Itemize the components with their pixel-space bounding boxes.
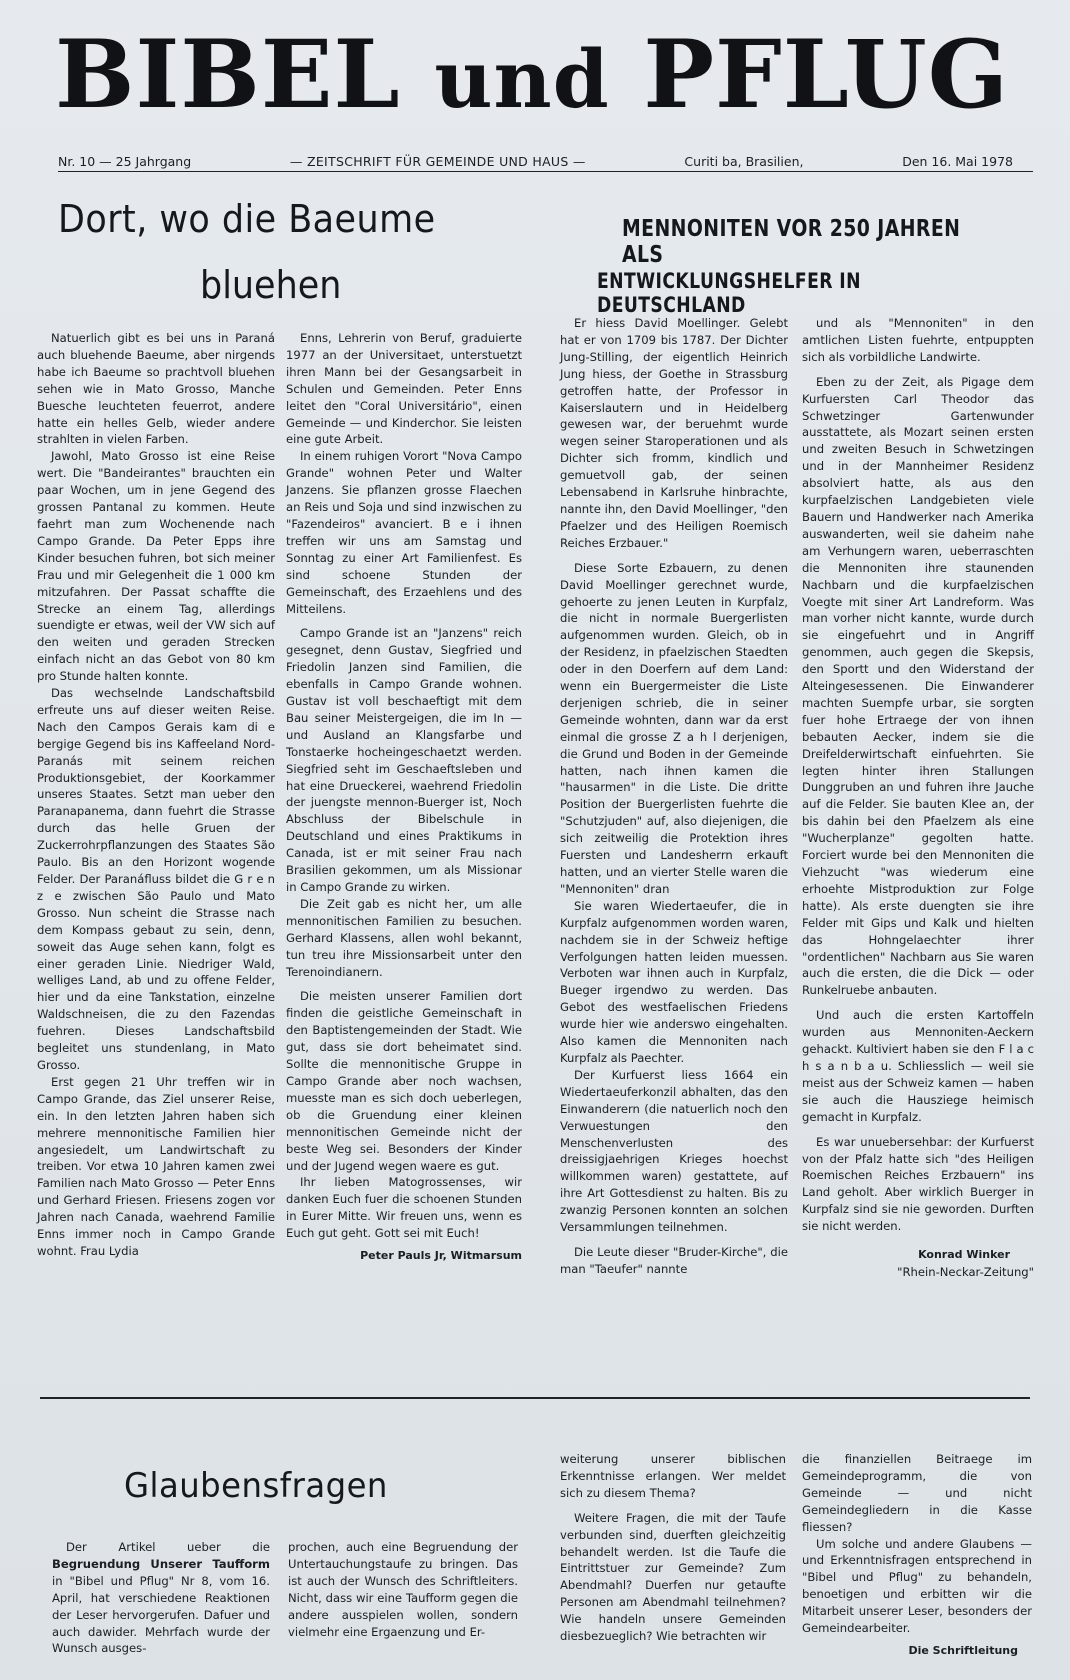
section-divider	[40, 1397, 1030, 1399]
article2-column-2	[802, 315, 1034, 1281]
paragraph: die finanziellen Beitraege im Gemeindeprogramm, die von Gemeinde — und nicht Gemeindegliedern in die Kasse fliessen?	[802, 1452, 1032, 1534]
paragraph: Weitere Fragen, die mit der Taufe verbunden sind, duerften gleichzeitig behandelt werden. Ist die Taufe die Eintrittstuer zur Gemeinde? Zum Abendmahl? Duerfen nur getaufte Personen am Abendmahl teilnehmen? Wie handeln unsere Gemeinden diesbezueglich? Wie betrachten wir	[560, 1510, 786, 1644]
publication-place: Curiti ba, Brasilien,	[684, 153, 804, 169]
article2-column-1	[560, 315, 788, 1278]
paragraph: Der Kurfuerst liess 1664 ein Wiedertaeuferkonzil abhalten, das den Einwanderern (die natuerlich noch den Verwuestungen den Menschenverlusten des dreissigjaehrigen Krieges hoechst willkommen waren) gestattete, auf ihre Art Gottesdienst zu halten. Bis zu zwanzig Personen konnten an solchen Versammlungen teilnehmen.	[560, 1067, 788, 1235]
article2-signature-source: "Rhein-Neckar-Zeitung"	[897, 1264, 1034, 1279]
paragraph: Es war unuebersehbar: der Kurfuerst von der Pfalz hatte sich "des Heiligen Roemischen Reiches Erzbauern" ins Land geholt. Aber wirklich Buerger in Kurpfalz sind sie nie geworden. Durften sie nicht werden.	[802, 1134, 1034, 1234]
masthead-title	[55, 20, 1025, 130]
article3-column-3	[560, 1451, 786, 1645]
article3-column-1	[52, 1539, 270, 1657]
paragraph-lead: Der Artikel ueber die	[66, 1540, 270, 1554]
paragraph: weiterung unserer biblischen Erkenntnisse erlangen. Wer meldet sich zu diesem Thema?	[560, 1452, 786, 1500]
paragraph: Natuerlich gibt es bei uns in Paraná auch bluehende Baeume, aber nirgends habe ich Baeume so prachtvoll bluehen sehen wie in Mato Grosso, Manche Buesche leuchteten feuerrot, andere hatte ein helles Gelb, wieder andere strahlten in vielen Farben.	[37, 331, 275, 447]
paragraph-tail: in "Bibel und Pflug" Nr 8, vom 16. April, hat verschiedene Reaktionen der Leser hervorgerufen. Dafuer und auch dawider. Mehrfach wurde der Wunsch ausges-	[52, 1573, 270, 1656]
paragraph: In einem ruhigen Vorort "Nova Campo Grande" wohnen Peter und Walter Janzens. Sie pflanzen grosse Flaechen an Reis und Soja und sind inzwischen zu "Fazendeiros" avanciert. B e i ihnen treffen wir uns am Samstag und Sonntag zu einer Art Familienfest. Es sind schoene Stunden der Gemeinschaft, des Erzaehlens und des Mitteilens.	[286, 449, 522, 616]
paragraph: Sie waren Wiedertaeufer, die in Kurpfalz aufgenommen worden waren, nachdem sie in der Schweiz heftige Verfolgungen hatten leiden muessen. Verboten war ihnen auch in Kurpfalz, Bueger irgendwo zu werden. Das Gebot des westfaelischen Friedens wurde hier wie anderswo eingehalten. Also kamen die Mennoniten nach Kurpfalz als Paechter.	[560, 898, 788, 1065]
article1-headline-line1: Dort, wo die Baeume	[58, 197, 436, 241]
paragraph: Campo Grande ist an "Janzens" reich gesegnet, denn Gustav, Siegfried und Friedolin Janzen sind Familien, die ebenfalls in Campo Grande wohnen. Gustav ist voll beschaeftigt mit dem Bau seiner Meistergeigen, die im In — und Ausland an Klangsfarbe und Tonstaerke hocheingeschaetzt werden. Siegfried seht im Geschaeftsleben und hat eine Drueckerei, waehrend Friedolin der juengste mennon-Buerger ist, Noch Abschluss der Bibelschule in Deutschland und eines Praktikums in Canada, ist er mit seiner Frau nach Brasilien gekommen, um als Missionar in Campo Grande zu wirken.	[286, 626, 522, 894]
masthead-infobar	[58, 151, 1033, 172]
article1-column-1	[37, 330, 275, 1260]
paragraph: Das wechselnde Landschaftsbild erfreute uns auf dieser weiten Reise. Nach den Campos Gerais kam di e bergige Gegend bis ins Kaffeeland Nord-Paranás mit seinem reichen Produktionsgebiet, der Koorkammer unseres Staates. Setzt man ueber den Paranapanema, dann fuehrt die Strasse durch das helle Gruen der Zuckerrohrpflanzungen des Staates São Paulo. Bis an den Horizont wogende Felder. Der Paranáfluss bildet die G r e n z e zwischen São Paulo und Mato Grosso. Nun scheint die Strasse nach dem Kompass gebaut zu sein, denn, soweit das Auge sehen kann, folgt es einer geraden Linie. Niedriger Wald, welliges Land, ab und zu offene Felder, hier und da eine Tankstation, einzelne Waldschneisen, die zu den Fazendas fuehren. Dieses Landschaftsbild begleitet uns stundenlang, in Mato Grosso.	[37, 686, 275, 1072]
article1-headline-line2: bluehen	[200, 263, 342, 307]
article2-signature-name: Konrad Winker	[918, 1248, 1010, 1262]
article2-headline-line2: ENTWICKLUNGSHELFER IN DEUTSCHLAND	[597, 269, 861, 317]
article3-headline: Glaubensfragen	[124, 1466, 388, 1506]
issue-number: Nr. 10 — 25 Jahrgang	[58, 153, 192, 169]
paragraph: Eben zu der Zeit, als Pigage dem Kurfuersten Carl Theodor das Schwetzinger Gartenwunder ausstattete, als Mozart seinen ersten und zweiten Besuch in Schwetzingen und in der Mannheimer Residenz absolviert hatte, als aus den kurpfaelzischen Landgebieten viele Bauern und Handwerker nach Amerika auswanderten, weil sie daheim nahe am Verhungern waren, ueberraschten die Mennoniten ihre staunenden Nachbarn und die kurpfaelzischen Voegte mit siner Art Landreform. Was man vorher nicht kannte, wurde durch sie eingefuehrt und in Angriff genommen, auch gegen die Skepsis, den Sportt und den Widerstand der Alteingesessenen. Die Einwanderer machten Suempfe urbar, sie sorgten fuer hohe Ertraege der von ihnen bebauten Aecker, indem sie die Dreifelderwirtschaft einfuehrten. Sie legten hinter ihren Stallungen Dunggruben an und fuhren ihre Jauche auf die Felder. Sie bauten Klee an, der bis dahin bei den Pfaelzem als eine "Wucherplanze" gegolten hatte. Forciert wurde bei den Mennoniten die Viehzucht "was wiederum eine erhoehte Mistproduktion zur Folge hatte). Als erste duengten sie ihre Felder mit Gips und Kalk und hielten das Hohngelaechter ihrer "ordentlichen" Nachbarn aus Sie waren auch die ersten, die die Dick — oder Runkelruebe anbauten.	[802, 374, 1034, 998]
article3-column-4	[802, 1451, 1032, 1660]
publication-date: Den 16. Mai 1978	[902, 153, 1013, 169]
masthead-word-und: und	[434, 32, 610, 126]
paragraph: Enns, Lehrerin von Beruf, graduierte 1977 an der Universitaet, unterstuetzt ihren Mann bei der Gesangsarbeit in Schulen und Gemeinden. Peter Enns leitet den "Coral Universitário", einen Gemeinde — und Kinderchor. Sie leisten eine gute Arbeit.	[286, 331, 522, 447]
paragraph: Um solche und andere Glaubens — und Erkenntnisfragen entsprechend in "Bibel und Pflug" zu behandeln, benoetigen und erbitten wir die Mitarbeit unserer Leser, besonders der Gemeindearbeiter.	[802, 1536, 1032, 1636]
paragraph: Erst gegen 21 Uhr treffen wir in Campo Grande, das Ziel unserer Reise, ein. In den letzten Jahren haben sich mehrere mennonitische Familien hier angesiedelt, um Landwirtschaft zu treiben. Vor etwa 10 Jahren kamen zwei Familien nach Mato Grosso — Peter Enns und Gerhard Friesen. Friesens zogen vor Jahren nach Canada, waehrend Familie Enns immer noch in Campo Grande wohnt. Frau Lydia	[37, 1074, 275, 1258]
masthead-subtitle: — ZEITSCHRIFT FÜR GEMEINDE UND HAUS —	[289, 153, 586, 169]
article2-headline-line1: MENNONITEN VOR 250 JAHREN ALS	[622, 216, 961, 268]
paragraph: Die Zeit gab es nicht her, um alle mennonitischen Familien zu besuchen. Gerhard Klassens, allen wohl bekannt, tun treu ihre Missionsarbeit unter den Terenoindianern.	[286, 896, 522, 979]
paragraph: Die meisten unserer Familien dort finden die geistliche Gemeinschaft in den Baptistengemeinden der Stadt. Wie gut, dass sie dort beheimatet sind. Sollte die mennonitische Gruppe in Campo Grande aber noch wachsen, muesste man es sich doch ueberlegen, ob die Gruendung einer kleinen mennonitischen Gemeinde nicht der beste Weg sei. Besonders der Kinder und der Jugend wegen waere es gut.	[286, 989, 522, 1173]
paragraph: prochen, auch eine Begruendung der Untertauchungstaufe zu bringen. Das ist auch der Wunsch des Schriftleiters. Nicht, dass wir eine Taufform gegen die andere ausspielen wollen, sondern vielmehr eine Ergaenzung und Er-	[288, 1540, 518, 1639]
paragraph	[52, 1539, 270, 1657]
article1-signature: Peter Pauls Jr, Witmarsum	[360, 1249, 522, 1263]
masthead-word-bibel: BIBEL	[55, 20, 401, 130]
article3-column-2	[288, 1539, 518, 1640]
paragraph: Die Leute dieser "Bruder-Kirche", die man "Taeufer" nannte	[560, 1244, 788, 1276]
paragraph: und als "Mennoniten" in den amtlichen Listen fuehrte, entpuppten sich als vorbildliche Landwirte.	[802, 316, 1034, 364]
article3-signature: Die Schriftleitung	[908, 1643, 1018, 1657]
paragraph: Ihr lieben Matogrossenses, wir danken Euch fuer die schoenen Stunden in Eurer Mitte. Wir freuen uns, wenn es Euch gut geht. Gott sei mit Euch!	[286, 1175, 522, 1241]
paragraph: Und auch die ersten Kartoffeln wurden aus Mennoniten-Aeckern gehackt. Kultiviert haben sie den F l a c h s a n b a u. Schliesslich — weil sie meist aus der Schweiz kamen — haben sie auch die Hausziege heimisch gemacht in Kurpfalz.	[802, 1008, 1034, 1124]
paragraph: Er hiess David Moellinger. Gelebt hat er von 1709 bis 1787. Der Dichter Jung-Stilling, der eigentlich Heinrich Jung hiess, der Goethe in Strassburg getroffen hatte, der Professor in Kaiserslautern und in Heidelberg gewesen war, der beruehmt wurde wegen seiner Staroperationen und als Dichter sich fromm, kindlich und gemuetvoll gab, der seinen Lebensabend in Karlsruhe hinbrachte, nannte ihn, den David Moellinger, "den Pfaelzer und des Heiligen Roemisch Reiches Erzbauer."	[560, 316, 788, 550]
paragraph-emphasis: Begruendung Unserer Taufform	[52, 1556, 270, 1571]
masthead-word-pflug: PFLUG	[643, 20, 1009, 130]
paragraph: Diese Sorte Ezbauern, zu denen David Moellinger gerechnet wurde, gehoerte zu jenen Leuten in Kurpfalz, die nicht in normale Buergerlisten aufgenommen wurden. Gleich, ob in der Residenz, in pfaelzischen Staedten oder in den Doerfern auf dem Land: wenn ein Buergermeister die Liste derjenigen schrieb, die in seiner Gemeinde wohnten, dann war da erst einmal die grosse Z a h l derjenigen, die Grund und Boden in der Gemeinde hatten, nach ihnen kamen die "hausarmen" in die Liste. Die dritte Position der Buergerlisten fuehrte die "Schutzjuden" auf, also diejenigen, die sich zeitweilig die Protektion ihres Fuersten und Landesherrn erkauft hatten, und an vierter Stelle waren die "Mennoniten" dran	[560, 560, 788, 896]
article1-column-2	[286, 330, 522, 1265]
paragraph: Jawohl, Mato Grosso ist eine Reise wert. Die "Bandeirantes" brauchten ein paar Wochen, um in jene Gegend des grossen Pantanal zu kommen. Heute faehrt man zum Wochenende nach Campo Grande. Da Peter Epps ihre Kinder besuchen fuhren, bot sich meiner Frau und mir Gelegenheit die 1 000 km mitzufahren. Der Passat schaffte die Strecke an einem Tag, allerdings suendigte er etwas, weil der VW sich auf den weiten und geraden Strecken einfach nicht an das Gebot von 80 km pro Stunde halten konnte.	[37, 449, 275, 684]
